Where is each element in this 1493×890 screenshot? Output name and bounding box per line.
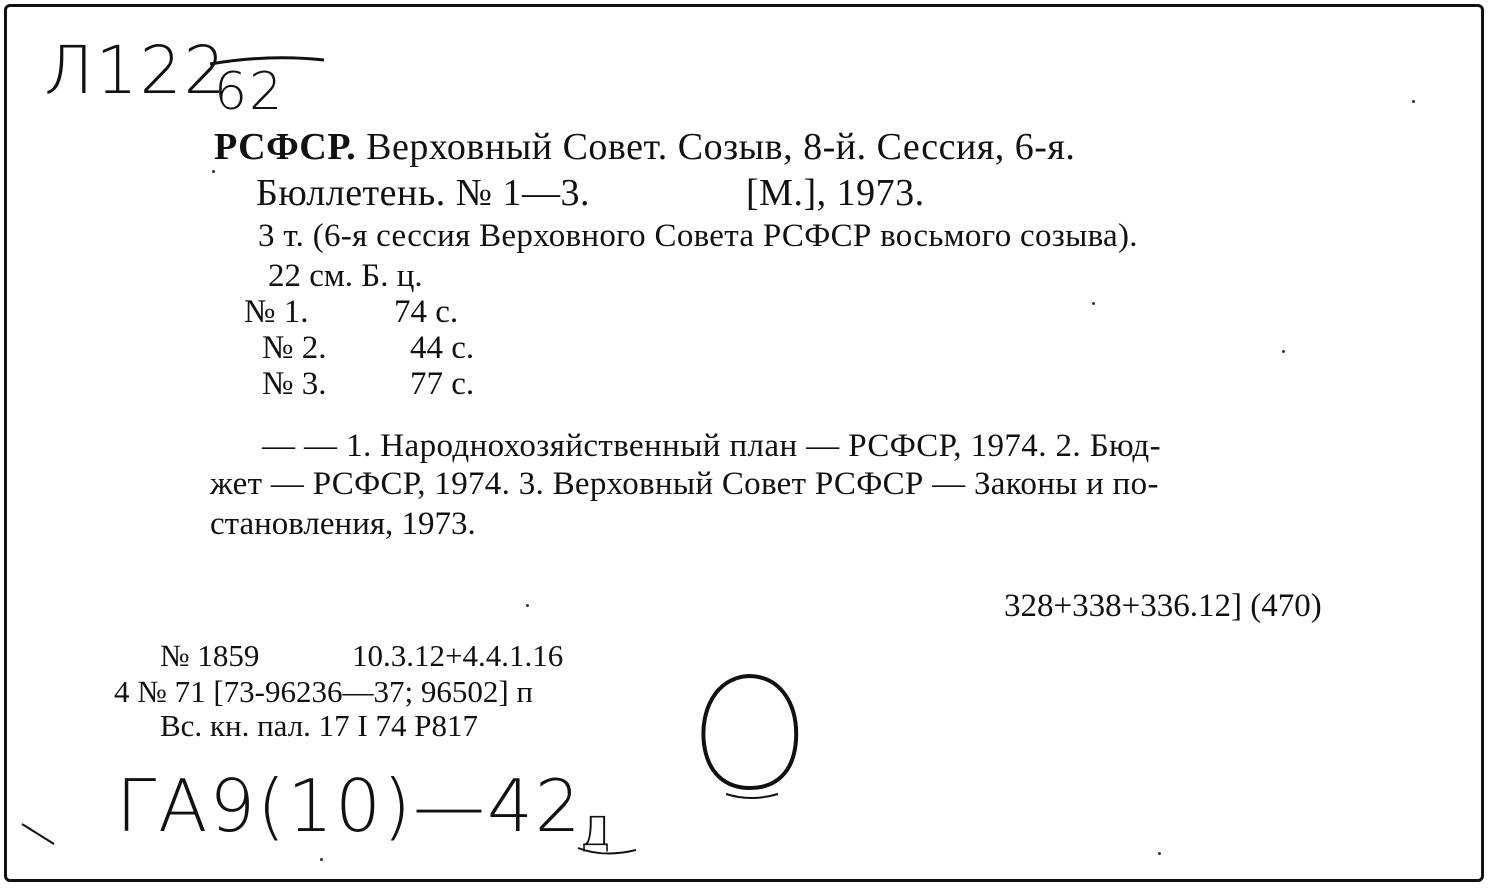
speck — [1092, 302, 1095, 305]
shelf-mark-suffix-handwritten: Д — [580, 809, 614, 855]
punch-hole — [696, 670, 806, 805]
issue-1-number: № 1. — [244, 294, 309, 330]
edge-tick — [20, 820, 60, 850]
chamber-line: Вс. кн. пал. 17 I 74 Р817 — [160, 708, 478, 743]
issue-2-pages: 44 с. — [410, 330, 475, 366]
order-line: 4 № 71 [73-96236—37; 96502] п — [114, 674, 533, 709]
issue-2-number: № 2. — [262, 330, 327, 366]
description-line-1: 3 т. (6-я сессия Верховного Совета РСФСР восьмого созыва). — [258, 218, 1138, 254]
classification: 328+338+336.12] (470) — [1004, 588, 1322, 624]
issue-1-pages: 74 с. — [394, 294, 459, 330]
description-line-2: 22 см. Б. ц. — [268, 258, 423, 294]
issue-3-pages: 77 с. — [410, 366, 475, 402]
speck — [212, 170, 215, 173]
title-line: Бюллетень. № 1—3. — [256, 172, 590, 214]
shelf-mark-stroke — [574, 842, 644, 862]
imprint: [М.], 1973. — [746, 172, 925, 214]
subjects-line-3: становления, 1973. — [210, 506, 476, 542]
call-number-handwritten: Л122 — [44, 32, 228, 109]
heading-bold: РСФСР. — [214, 126, 357, 168]
shelf-mark-handwritten: ГА9(10)—42 — [116, 764, 583, 848]
call-number-sub-handwritten: 62 — [214, 62, 285, 122]
subjects-line-1: — — 1. Народнохозяйственный план — РСФСР, 1974. 2. Бюд- — [262, 428, 1161, 464]
subjects-line-2: жет — РСФСР, 1974. 3. Верховный Совет РСФСР — Законы и по- — [210, 466, 1159, 502]
speck — [1282, 350, 1285, 353]
heading — [214, 128, 1075, 166]
heading-rest: Верховный Совет. Созыв, 8-й. Сессия, 6-я. — [366, 126, 1076, 168]
speck — [526, 604, 529, 607]
speck — [1158, 852, 1161, 855]
issue-3-number: № 3. — [262, 366, 327, 402]
speck — [1412, 100, 1415, 103]
record-number: № 1859 — [160, 638, 260, 673]
record-index: 10.3.12+4.4.1.16 — [352, 638, 564, 673]
speck — [320, 858, 323, 861]
